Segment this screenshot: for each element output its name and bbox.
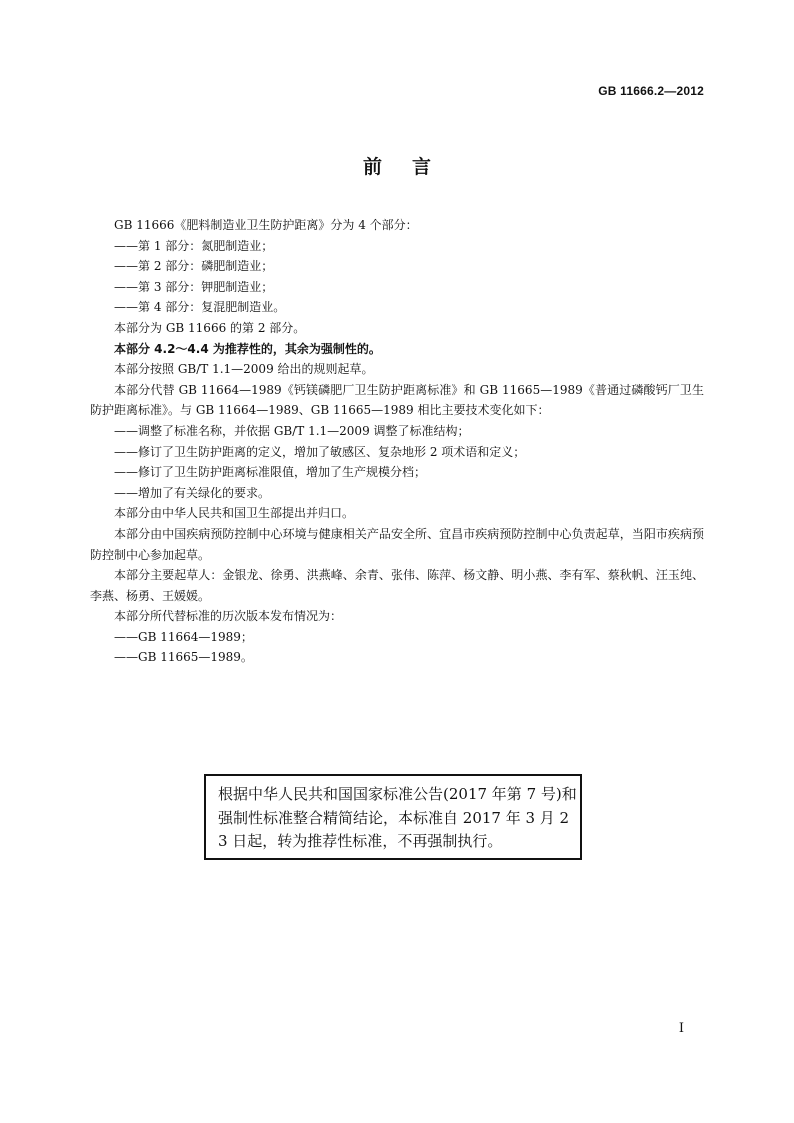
list-item-version-2: ——GB 11665—1989。 xyxy=(114,650,253,665)
list-item-part-1: ——第 1 部分：氮肥制造业； xyxy=(114,238,274,253)
list-item-change-1: ——调整了标准名称，并依据 GB/T 1.1—2009 调整了标准结构； xyxy=(114,423,470,438)
list-item-change-2: ——修订了卫生防护距离的定义，增加了敏感区、复杂地形 2 项术语和定义； xyxy=(114,444,526,459)
list-item-part-2: ——第 2 部分：磷肥制造业； xyxy=(114,259,274,274)
notice-text: 根据中华人民共和国国家标准公告(2017 年第 7 号)和强制性标准整合精简结论，本标准自 2017 年 3 月 23 日起，转为推荐性标准，不再强制执行。 xyxy=(218,785,577,850)
paragraph-proposer: 本部分由中华人民共和国卫生部提出并归口。 xyxy=(114,506,355,521)
paragraph-drafters: 本部分主要起草人：金银龙、徐勇、洪燕峰、余青、张伟、陈萍、杨文静、明小燕、李有军、蔡秋帆、汪玉纯、李燕、杨勇、王媛媛。 xyxy=(90,568,704,603)
paragraph-drafting-units: 本部分由中国疾病预防控制中心环境与健康相关产品安全所、宜昌市疾病预防控制中心负责起草，当阳市疾病预防控制中心参加起草。 xyxy=(90,526,704,562)
list-item-part-3: ——第 3 部分：钾肥制造业； xyxy=(114,279,274,294)
page-number: I xyxy=(678,1021,684,1036)
list-item-part-4: ——第 4 部分：复混肥制造业。 xyxy=(114,300,286,315)
page-title: 前言 xyxy=(362,156,461,178)
list-item-version-1: ——GB 11664—1989； xyxy=(114,629,253,644)
paragraph-version-history: 本部分所代替标准的历次版本发布情况为： xyxy=(114,609,343,624)
notice-box xyxy=(204,774,582,860)
paragraph-drafting-rules: 本部分按照 GB/T 1.1—2009 给出的规则起草。 xyxy=(114,362,374,377)
list-item-change-4: ——增加了有关绿化的要求。 xyxy=(114,485,271,500)
paragraph-this-part: 本部分为 GB 11666 的第 2 部分。 xyxy=(114,320,306,335)
paragraph-replaces: 本部分代替 GB 11664—1989《钙镁磷肥厂卫生防护距离标准》和 GB 11665—1989《普通过磷酸钙厂卫生防护距离标准》。与 GB 11664—1989、GB 11665—1989 相比主要技术变化如下： xyxy=(90,382,704,418)
standard-code: GB 11666.2—2012 xyxy=(598,84,704,98)
list-item-change-3: ——修订了卫生防护距离标准限值，增加了生产规模分档； xyxy=(114,465,427,480)
paragraph-parts-intro: GB 11666《肥料制造业卫生防护距离》分为 4 个部分： xyxy=(114,218,418,232)
paragraph-recommended-clauses: 本部分 4.2～4.4 为推荐性的，其余为强制性的。 xyxy=(114,341,381,356)
foreword-body xyxy=(90,215,704,668)
